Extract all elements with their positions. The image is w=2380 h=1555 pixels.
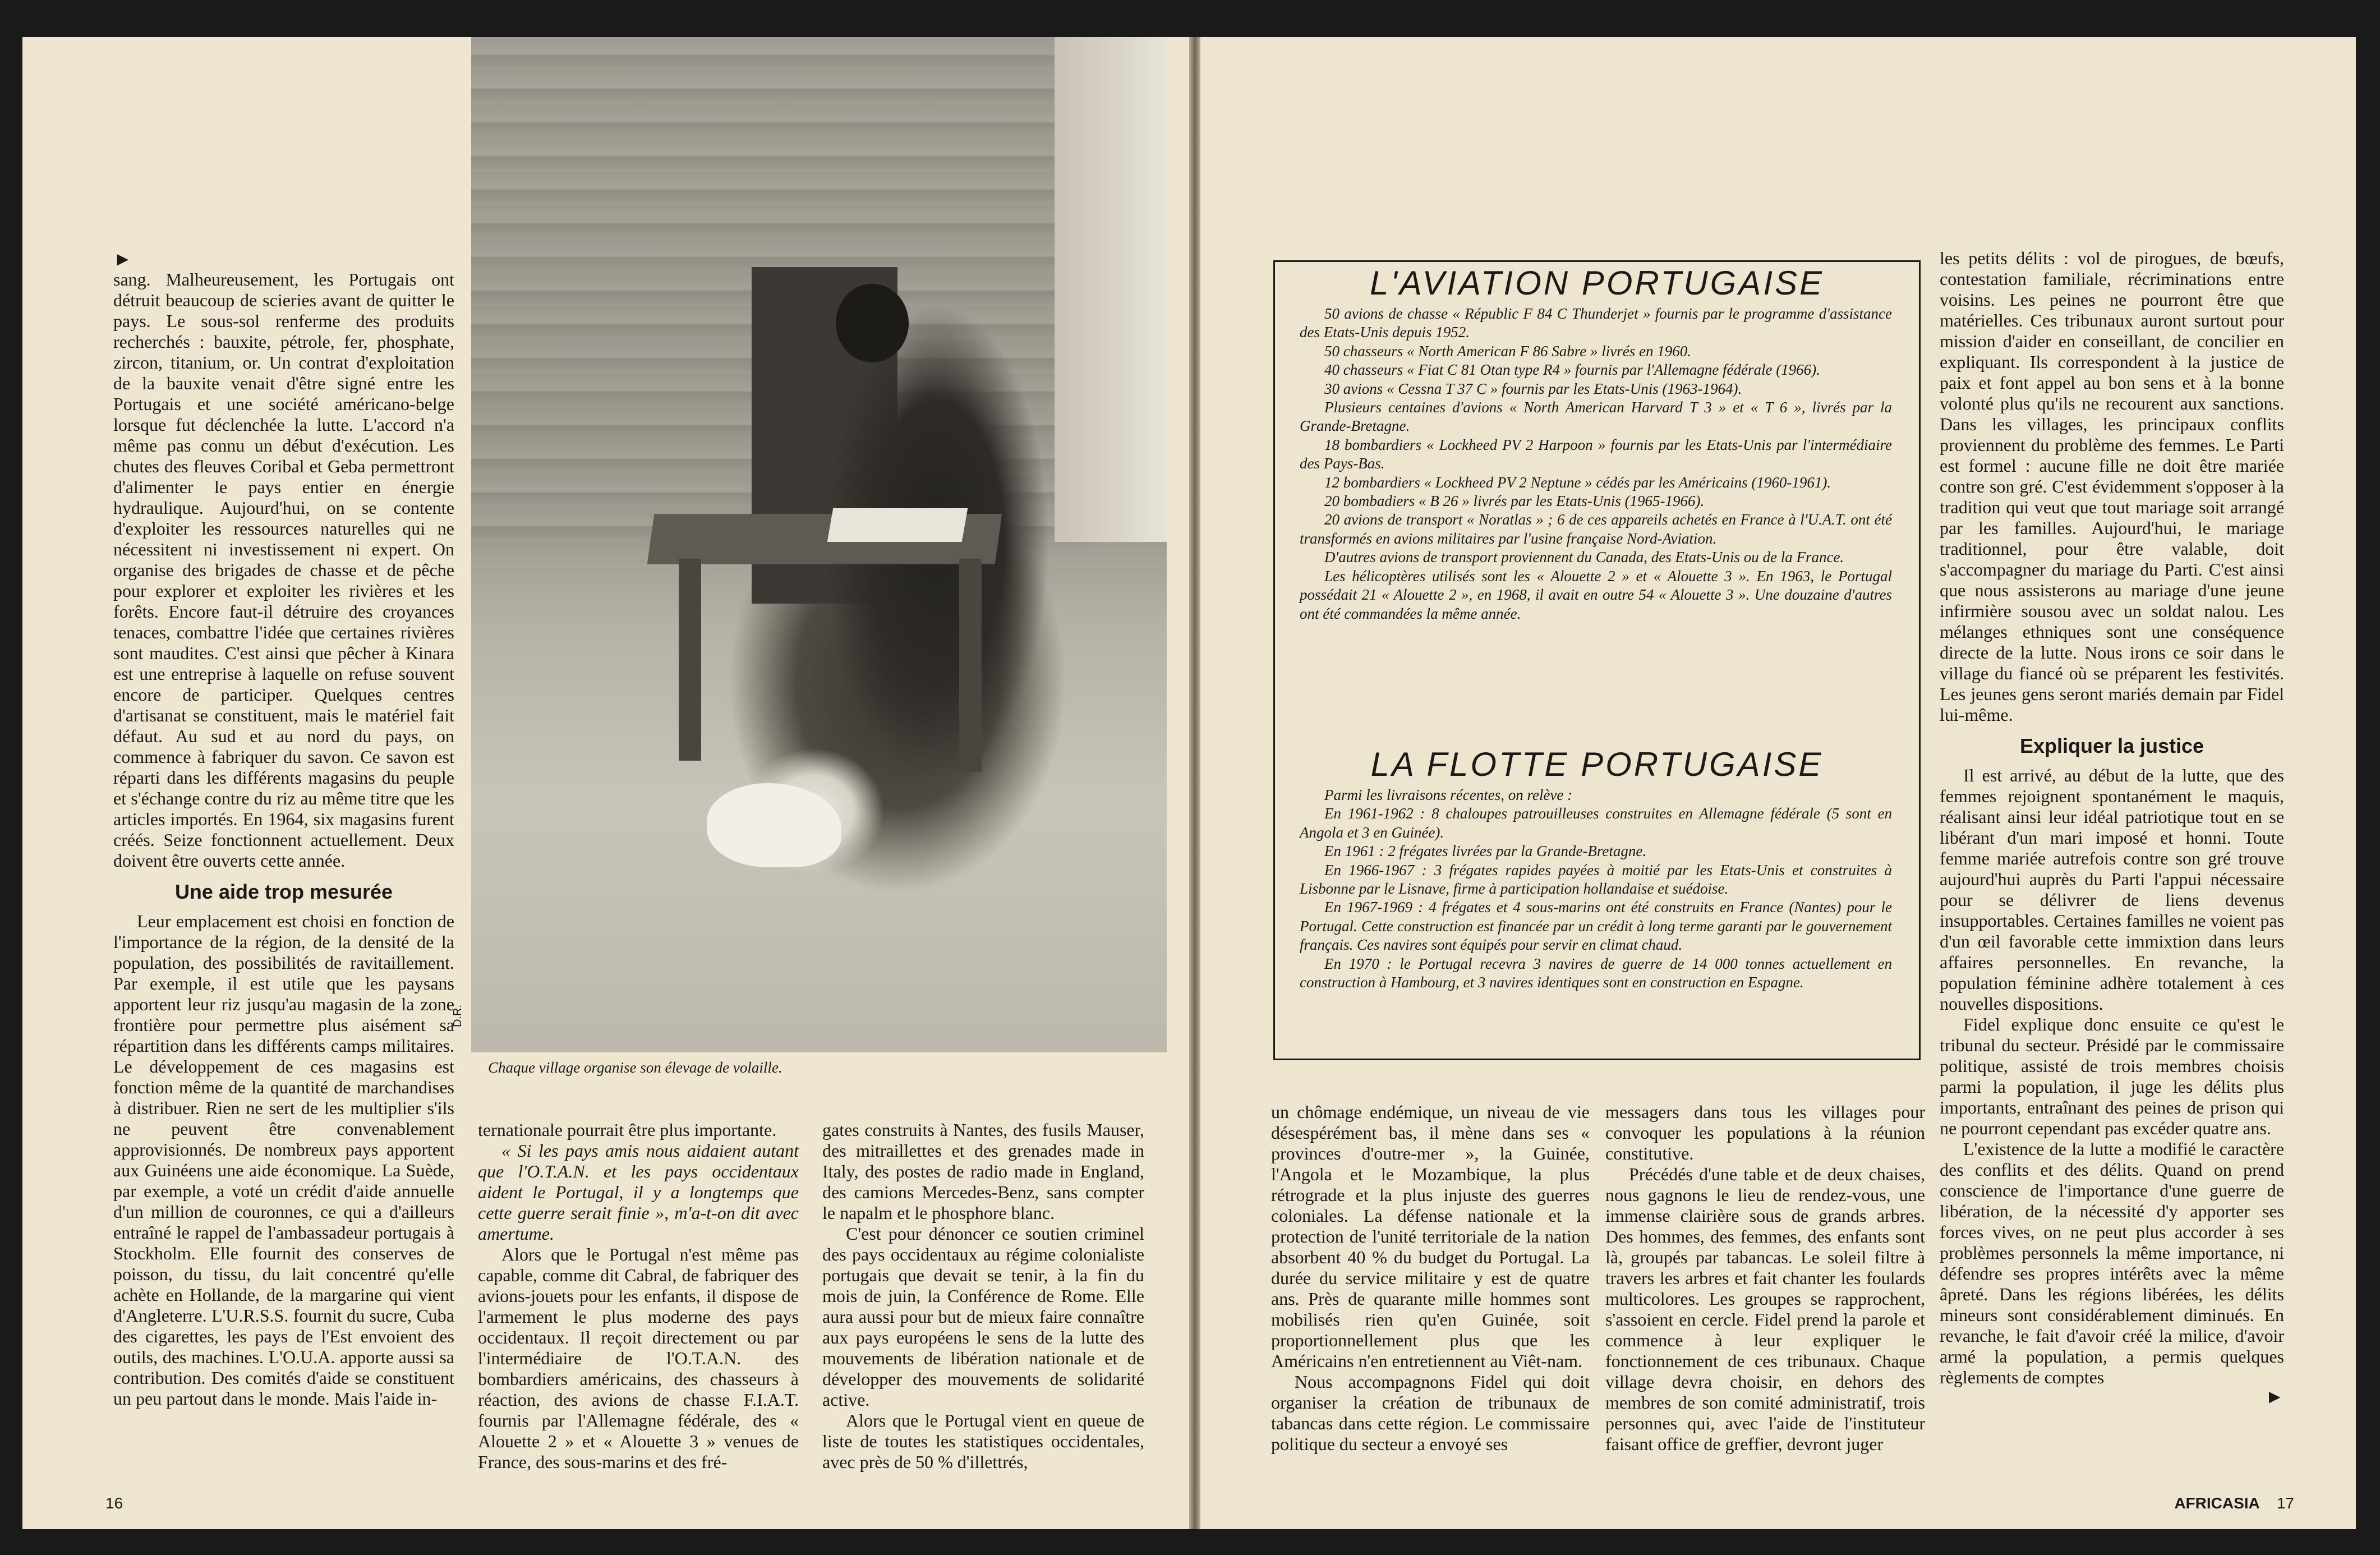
- list-item: 20 avions de transport « Noratlas » ; 6 de ces appareils achetés en France à l'U.A.T. ont été transformés en avions militaires par l'usine française Nord-Aviation.: [1300, 511, 1892, 547]
- left-column-3: [822, 1120, 1144, 1473]
- aviation-list: [1275, 305, 1919, 623]
- list-item: 18 bombardiers « Lockheed PV 2 Harpoon » fournis par les Etats-Unis par l'intermédiaire des Pays-Bas.: [1300, 436, 1892, 472]
- photo-caption: Chaque village organise son élevage de volaille.: [488, 1059, 782, 1076]
- village-photo: [471, 37, 1167, 1052]
- left-page: [22, 37, 1189, 1529]
- paragraph: Alors que le Portugal n'est même pas capable, comme dit Cabral, de fabriquer des avions-jouets pour les enfants, il dispose de l'armement le plus moderne des pays occidentaux. Il reçoit directement ou par l'intermédiaire de l'O.T.A.N. des bombardiers américains, des chasseurs à réaction, des avions de chasse F.I.A.T. fournis par l'Allemagne fédérale, des « Alouette 2 » et « Alouette 3 » venues de France, des sous-marins et des fré-: [478, 1244, 799, 1472]
- list-item: Les hélicoptères utilisés sont les « Alouette 2 » et « Alouette 3 ». En 1963, le Portugal possédait 21 « Alouette 2 », en 1968, il avait en outre 54 « Alouette 3 ». Une douzaine d'autres ont été commandées la même année.: [1300, 567, 1892, 622]
- paragraph: sang. Malheureusement, les Portugais ont détruit beaucoup de scieries avant de quitter le pays. Le sous-sol renferme des produits recherchés : bauxite, pétrole, fer, phosphate, zircon, titanium, or. Un contrat d'exploitation de la bauxite venait d'être signé entre les Portugais et une société américano-belge lorsque fut déclenchée la lutte. L'accord n'a même pas connu un début d'exécution. Les chutes des fleuves Coribal et Geba permettront d'alimenter le pays entier en énergie hydraulique. Aujourd'hui, on se contente d'exploiter les ressources naturelles qui ne nécessitent ni investissement ni expert. On organise des brigades de chasse et de pêche pour explorer et exploiter les rivières et les forêts. Encore faut-il détruire des croyances tenaces, combattre l'idée que certaines rivières sont maudites. C'est ainsi que pêcher à Kinara est une entreprise à laquelle on refuse souvent encore de participer. Quelques centres d'artisanat se constituent, mais le matériel fait défaut. Au sud et au nord du pays, on commence à fabriquer du savon. Ce savon est réparti dans les différents magasins du peuple et s'échange contre du riz au même titre que les articles importés. En 1964, six magasins furent créés. Seize fonctionnent actuellement. Deux doivent être ouverts cette année.: [113, 269, 454, 871]
- section-heading: Expliquer la justice: [2019, 734, 2204, 757]
- paragraph: les petits délits : vol de pirogues, de bœufs, contestation familiale, récriminations entre voisins. Les peines ne pourront être que matérielles. Ces tribunaux auront surtout pour mission d'aider en conseillant, de concilier en expliquant. Ils correspondent à la justice de paix et font appel au bon sens et à la bonne volonté plus qu'ils ne recourent aux sanctions. Dans les villages, les principaux conflits proviennent du problème des femmes. Le Parti est formel : aucune fille ne doit être mariée contre son gré. C'est évidemment s'opposer à la tradition qui veut que tout mariage soit arrangé par les familles. Aujourd'hui, le mariage traditionnel, pour être valable, doit s'accompagner du mariage du Parti. C'est ainsi que nous assisterons au mariage d'une jeune infirmière sousou avec un soldat nalou. Les mélanges ethniques sont une conséquence directe de la lutte. Nous irons ce soir dans le village du fiancé où se préparent les festivités. Les jeunes gens seront mariés demain par Fidel lui-même.: [1940, 248, 2284, 725]
- list-item: En 1967-1969 : 4 frégates et 4 sous-marins ont été construits en France (Nantes) pour le Portugal. Cette construction est financée par un crédit à long terme garanti par le gouvernement français. Ces navires sont équipés pour servir en climat chaud.: [1300, 899, 1892, 954]
- paragraph: Fidel explique donc ensuite ce qu'est le tribunal du secteur. Présidé par le commissaire politique, assisté de trois membres choisis parmi la population, il juge les délits plus importants, entraînant des peines de prison qui ne pourront cependant pas excéder quatre ans.: [1940, 1014, 2284, 1138]
- paragraph: ternationale pourrait être plus importante.: [478, 1120, 777, 1140]
- paragraph: Nous accompagnons Fidel qui doit organiser la création de tribunaux de tabancas dans cette région. Le commissaire politique du secteur a envoyé ses: [1271, 1372, 1590, 1454]
- list-item: 50 chasseurs « North American F 86 Sabre » livrés en 1960.: [1324, 342, 1691, 360]
- paragraph: Précédés d'une table et de deux chaises, nous gagnons le lieu de rendez-vous, une immense clairière sous de grands arbres. Des hommes, des femmes, des enfants sont là, groupés par tabancas. Le soleil filtre à travers les arbres et fait chanter les foulards multicolores. Les groupes se rapprochent, s'assoient en cercle. Fidel prend la parole et commence à leur expliquer le fonctionnement de ces tribunaux. Chaque village devra choisir, en dehors des membres de son comité administratif, trois personnes qui, avec l'aide de l'instituteur faisant office de greffier, devront juger: [1605, 1164, 1925, 1454]
- page-number: 16: [105, 1494, 123, 1512]
- list-item: D'autres avions de transport proviennent du Canada, des Etats-Unis ou de la France.: [1324, 549, 1844, 566]
- right-page: [1200, 37, 2356, 1529]
- list-item: En 1970 : le Portugal recevra 3 navires de guerre de 14 000 tonnes actuellement en construction à Hambourg, et 3 navires identiques sont en construction en Espagne.: [1300, 955, 1892, 991]
- right-column-1: [1271, 1102, 1590, 1455]
- page-number: 17: [2276, 1494, 2294, 1512]
- paragraph: L'existence de la lutte a modifié le caractère des conflits et des délits. Quand on prend conscience de l'importance d'une guerre de libération, de la nécessité d'y apporter ses forces vives, on ne peut plus accorder à ses problèmes personnels la même importance, ni défendre ses propres intérêts avec la même âpreté. Dans les régions libérées, les délits mineurs sont considérablement diminués. En revanche, le fait d'avoir créé la milice, d'avoir armé la population, a permis quelques règlements de comptes: [1940, 1139, 2284, 1387]
- photo-credit: D.R.: [452, 1005, 464, 1027]
- quote-paragraph: « Si les pays amis nous aidaient autant que l'O.T.A.N. et les pays occidentaux aident le Portugal, il y a longtemps que cette guerre serait finie », m'a-t-on dit avec amertume.: [478, 1140, 799, 1244]
- paragraph: Alors que le Portugal vient en queue de liste de toutes les statistiques occidentales, avec près de 50 % d'illettrés,: [822, 1410, 1144, 1472]
- list-item: 20 bombadiers « B 26 » livrés par les Etats-Unis (1965-1966).: [1324, 493, 1705, 510]
- left-column-2: [478, 1120, 799, 1473]
- paragraph: Leur emplacement est choisi en fonction de l'importance de la région, de la densité de la population, des possibilités de ravitaillement. Par exemple, il est utile que les paysans apportent leur riz jusqu'au magasin de la zone frontière pour permettre plus aisément sa répartition dans les différents camps militaires. Le développement de ces magasins est fonction même de la quantité de marchandises à distribuer. Rien ne sert de les multiplier s'ils ne peuvent être convenablement approvisionnés. De nombreux pays apportent aux Guinéens une aide économique. La Suède, par exemple, a voté un crédit d'aide annuelle d'un million de couronnes, ce qui a d'ailleurs entraîné le rappel de l'ambassadeur portugais à Stockholm. Elle fournit des conserves de poisson, du tissu, du lait concentré qu'elle achète en Hollande, de la margarine qui vient d'Angleterre. L'U.R.S.S. fournit du sucre, Cuba des cigarettes, les pays de l'Est envoient des outils, des machines. L'O.U.A. apporte aussi sa contribution. Des comités d'aide se constituent un peu partout dans le monde. Mais l'aide in-: [113, 911, 454, 1409]
- list-item: En 1961-1962 : 8 chaloupes patrouilleuses construites en Allemagne fédérale (5 sont en Angola et 3 en Guinée).: [1300, 805, 1892, 841]
- box-title-flotte: LA FLOTTE PORTUGAISE: [1370, 746, 1824, 783]
- box-title-aviation: L'AVIATION PORTUGAISE: [1369, 264, 1825, 302]
- section-heading: Une aide trop mesurée: [174, 880, 393, 903]
- paragraph: C'est pour dénoncer ce soutien criminel des pays occidentaux au régime colonialiste portugais que devait se tenir, à la fin du mois de juin, la Conférence de Rome. Elle aura aussi pour but de mieux faire connaître aux pays européens le sens de la lutte des mouvements de libération nationale et de développer des mouvements de solidarité active.: [822, 1223, 1144, 1410]
- right-column-3: [1940, 248, 2284, 1407]
- paragraph: Il est arrivé, au début de la lutte, que des femmes rejoignent spontanément le maquis, réalisant ainsi leur idéal patriotique tout en se libérant d'un mari imposé et honni. Toute femme mariée autrefois contre son gré trouve aujourd'hui auprès du Parti l'appui nécessaire pour se délivrer de liens devenus insupportables. Certaines familles ne voient pas d'un œil favorable cette immixtion dans leurs affaires personnelles. En revanche, la population féminine adhère totalement à ces nouvelles dispositions.: [1940, 765, 2284, 1014]
- list-item: En 1966-1967 : 3 frégates rapides payées à moitié par les Etats-Unis et construites à Lisbonne par le Lisnave, firme à participation hollandaise et suédoise.: [1300, 861, 1892, 898]
- magazine-spread: [22, 37, 2356, 1529]
- continuation-arrow-icon: ►: [2265, 1387, 2284, 1407]
- sidebar-box: [1273, 260, 1921, 1060]
- paragraph: messagers dans tous les villages pour convoquer les populations à la réunion constitutive.: [1605, 1102, 1925, 1163]
- right-column-2: [1605, 1102, 1925, 1455]
- list-item: 40 chasseurs « Fiat C 81 Otan type R4 » fournis par l'Allemagne fédérale (1966).: [1324, 361, 1820, 379]
- continuation-arrow-icon: ►: [113, 249, 132, 270]
- paragraph: un chômage endémique, un niveau de vie désespérément bas, il mène dans ses « provinces d'outre-mer », la Guinée, l'Angola et le Mozambique, la plus rétrograde et la plus injuste des guerres coloniales. La défense nationale et la protection de l'unité territoriale de la nation absorbent 40 % du budget du Portugal. La durée du service militaire y est de quatre ans. Près de quarante mille hommes sont mobilisés rien qu'en Guinée, soit proportionnellement plus que les Américains n'en entretiennent au Viêt-nam.: [1271, 1102, 1590, 1371]
- list-item: 50 avions de chasse « Républic F 84 C Thunderjet » fournis par le programme d'assistance des Etats-Unis depuis 1952.: [1300, 305, 1892, 341]
- list-item: Plusieurs centaines d'avions « North American Harvard T 3 » et « T 6 », livrés par la Grande-Bretagne.: [1300, 399, 1892, 435]
- list-item: Parmi les livraisons récentes, on relève :: [1324, 786, 1573, 803]
- list-item: 30 avions « Cessna T 37 C » fournis par les Etats-Unis (1963-1964).: [1324, 380, 1742, 397]
- page-footer: [2174, 1494, 2294, 1512]
- left-column-1: [113, 250, 454, 1409]
- list-item: En 1961 : 2 frégates livrées par la Grande-Bretagne.: [1324, 843, 1647, 860]
- list-item: 12 bombardiers « Lockheed PV 2 Neptune » cédés par les Américains (1960-1961).: [1324, 473, 1831, 491]
- paragraph: gates construits à Nantes, des fusils Mauser, des mitraillettes et des grenades made in Italy, des postes de radio made in England, des camions Mercedes-Benz, sans compter le napalm et le phosphore blanc.: [822, 1120, 1144, 1223]
- magazine-name: AFRICASIA: [2174, 1494, 2259, 1512]
- gutter: [1189, 37, 1200, 1529]
- flotte-list: [1275, 786, 1919, 992]
